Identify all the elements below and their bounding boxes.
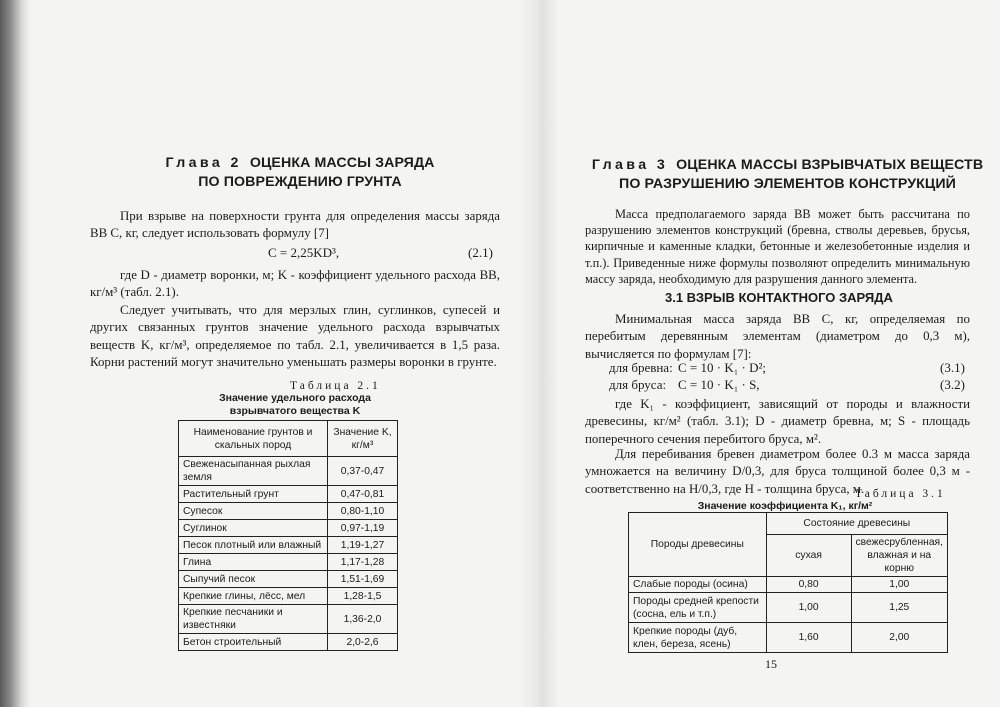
formula-3-1: C = 10 · K₁ · D²; — [678, 360, 766, 375]
chapter-2-title — [145, 154, 455, 192]
table-2-1 — [178, 420, 398, 651]
chapter-3-title-line1: ОЦЕНКА МАССЫ ВЗРЫВЧАТЫХ ВЕЩЕСТВ — [676, 157, 984, 173]
table-3-1-header-name: Породы древесины — [629, 513, 767, 577]
right-paragraph-1: Масса предполагаемого заряда ВВ может быть рассчитана по разрушению элементов конструкций (бревна, стволы деревьев, брусья, кирпичные и каменные кладки, бетонные и железобетонные изделия и т.п.). Приведенные ниже формулы позволяют определить минимальную массу заряда, необходимую для разрушения данного элемента. — [585, 207, 970, 286]
chapter-2-title-line2: ПО ПОВРЕЖДЕНИЮ ГРУНТА — [198, 174, 402, 190]
left-paragraph-1: При взрыве на поверхности грунта для определения массы заряда ВВ C, кг, следует использовать формулу [7] — [90, 209, 500, 241]
table-row: Свеженасыпанная рыхлая земля 0,37-0,47 — [179, 457, 398, 486]
table-2-1-header-value: Значение K, кг/м³ — [328, 421, 398, 457]
left-paragraph-3: Следует учитывать, что для мерзлых глин, суглинков, супесей и других связанных грунтов значение удельного расхода взрывчатых веществ K, кг/м³, определяемое по табл. 2.1, увеличивается в 1,5 раза. Корни растений могут значительно уменьшать размеры воронки в грунте. — [90, 303, 500, 370]
table-3-1-number: Таблица 3.1 — [855, 488, 946, 500]
table-row: Породы средней крепости (сосна, ель и т.п.) 1,00 1,25 — [629, 593, 948, 623]
right-paragraph-3: где K₁ - коэффициент, зависящий от породы и влажности древесины, кг/м² (табл. 3.1); D - диаметр бревна, м; S - площадь поперечного сечения перебитого бруса, м². — [585, 397, 970, 446]
table-row: Растительный грунт 0,47-0,81 — [179, 486, 398, 503]
chapter-2-label: Глава 2 — [165, 155, 242, 171]
formula-3-1-number: (3.1) — [940, 360, 965, 375]
formula-3-2: C = 10 · K₁ · S, — [678, 377, 760, 392]
table-row: Крепкие песчаники и известняки 1,36-2,0 — [179, 605, 398, 634]
right-paragraph-4: Для перебивания бревен диаметром более 0.3 м масса заряда умножается на величину D/0,3, для бруса толщиной более 0,3 м - соответственно на H/0,3, где H - толщина бруса, м. — [585, 447, 970, 496]
formula-3-1-label: для бревна: — [609, 360, 673, 375]
formula-2-1: C = 2,25KD³, — [268, 245, 340, 260]
right-page — [585, 0, 984, 707]
table-3-1-header-group: Состояние древесины — [766, 513, 947, 535]
table-row: Крепкие породы (дуб, клен, береза, ясень) 1,60 2,00 — [629, 623, 948, 653]
table-2-1-number: Таблица 2.1 — [290, 380, 381, 392]
table-row: Бетон строительный 2,0-2,6 — [179, 634, 398, 651]
table-3-1-header-dry: сухая — [766, 535, 851, 577]
table-row: Слабые породы (осина) 0,80 1,00 — [629, 577, 948, 593]
left-page — [90, 0, 500, 707]
formula-3-2-label: для бруса: — [609, 377, 667, 392]
page-fold — [520, 0, 560, 707]
table-2-1-caption: Значение удельного расхода взрывчатого вещества K — [219, 392, 371, 417]
table-3-1-header-fresh: свежесрубленная, влажная и на корню — [851, 535, 947, 577]
chapter-3-label: Глава 3 — [591, 157, 669, 173]
chapter-2-title-line1: ОЦЕНКА МАССЫ ЗАРЯДА — [249, 155, 435, 171]
table-row: Глина 1,17-1,28 — [179, 554, 398, 571]
page-number: 15 — [765, 657, 777, 671]
chapter-3-title — [585, 156, 990, 194]
formula-2-1-number: (2.1) — [468, 245, 493, 260]
table-3-1 — [628, 512, 948, 653]
table-2-1-header-name: Наименование грунтов и скальных пород — [179, 421, 328, 457]
left-paragraph-2: где D - диаметр воронки, м; K - коэффициент удельного расхода ВВ, кг/м³ (табл. 2.1). — [90, 268, 500, 300]
book-spine-shadow — [0, 0, 30, 707]
table-3-1-caption: Значение коэффициента K₁, кг/м² — [697, 500, 873, 512]
table-row: Сыпучий песок 1,51-1,69 — [179, 571, 398, 588]
table-row: Песок плотный или влажный 1,19-1,27 — [179, 537, 398, 554]
formula-3-2-number: (3.2) — [940, 377, 965, 392]
table-row: Суглинок 0,97-1,19 — [179, 520, 398, 537]
table-row: Крепкие глины, лёсс, мел 1,28-1,5 — [179, 588, 398, 605]
right-paragraph-2: Минимальная масса заряда ВВ C, кг, определяемая по перебитым деревянным элементам (диаметром до 0,3 м), вычисляется по формулам [7]: — [585, 312, 970, 361]
chapter-3-title-line2: ПО РАЗРУШЕНИЮ ЭЛЕМЕНТОВ КОНСТРУКЦИЙ — [619, 176, 956, 192]
section-3-1-title: 3.1 ВЗРЫВ КОНТАКТНОГО ЗАРЯДА — [665, 290, 893, 305]
table-row: Супесок 0,80-1,10 — [179, 503, 398, 520]
